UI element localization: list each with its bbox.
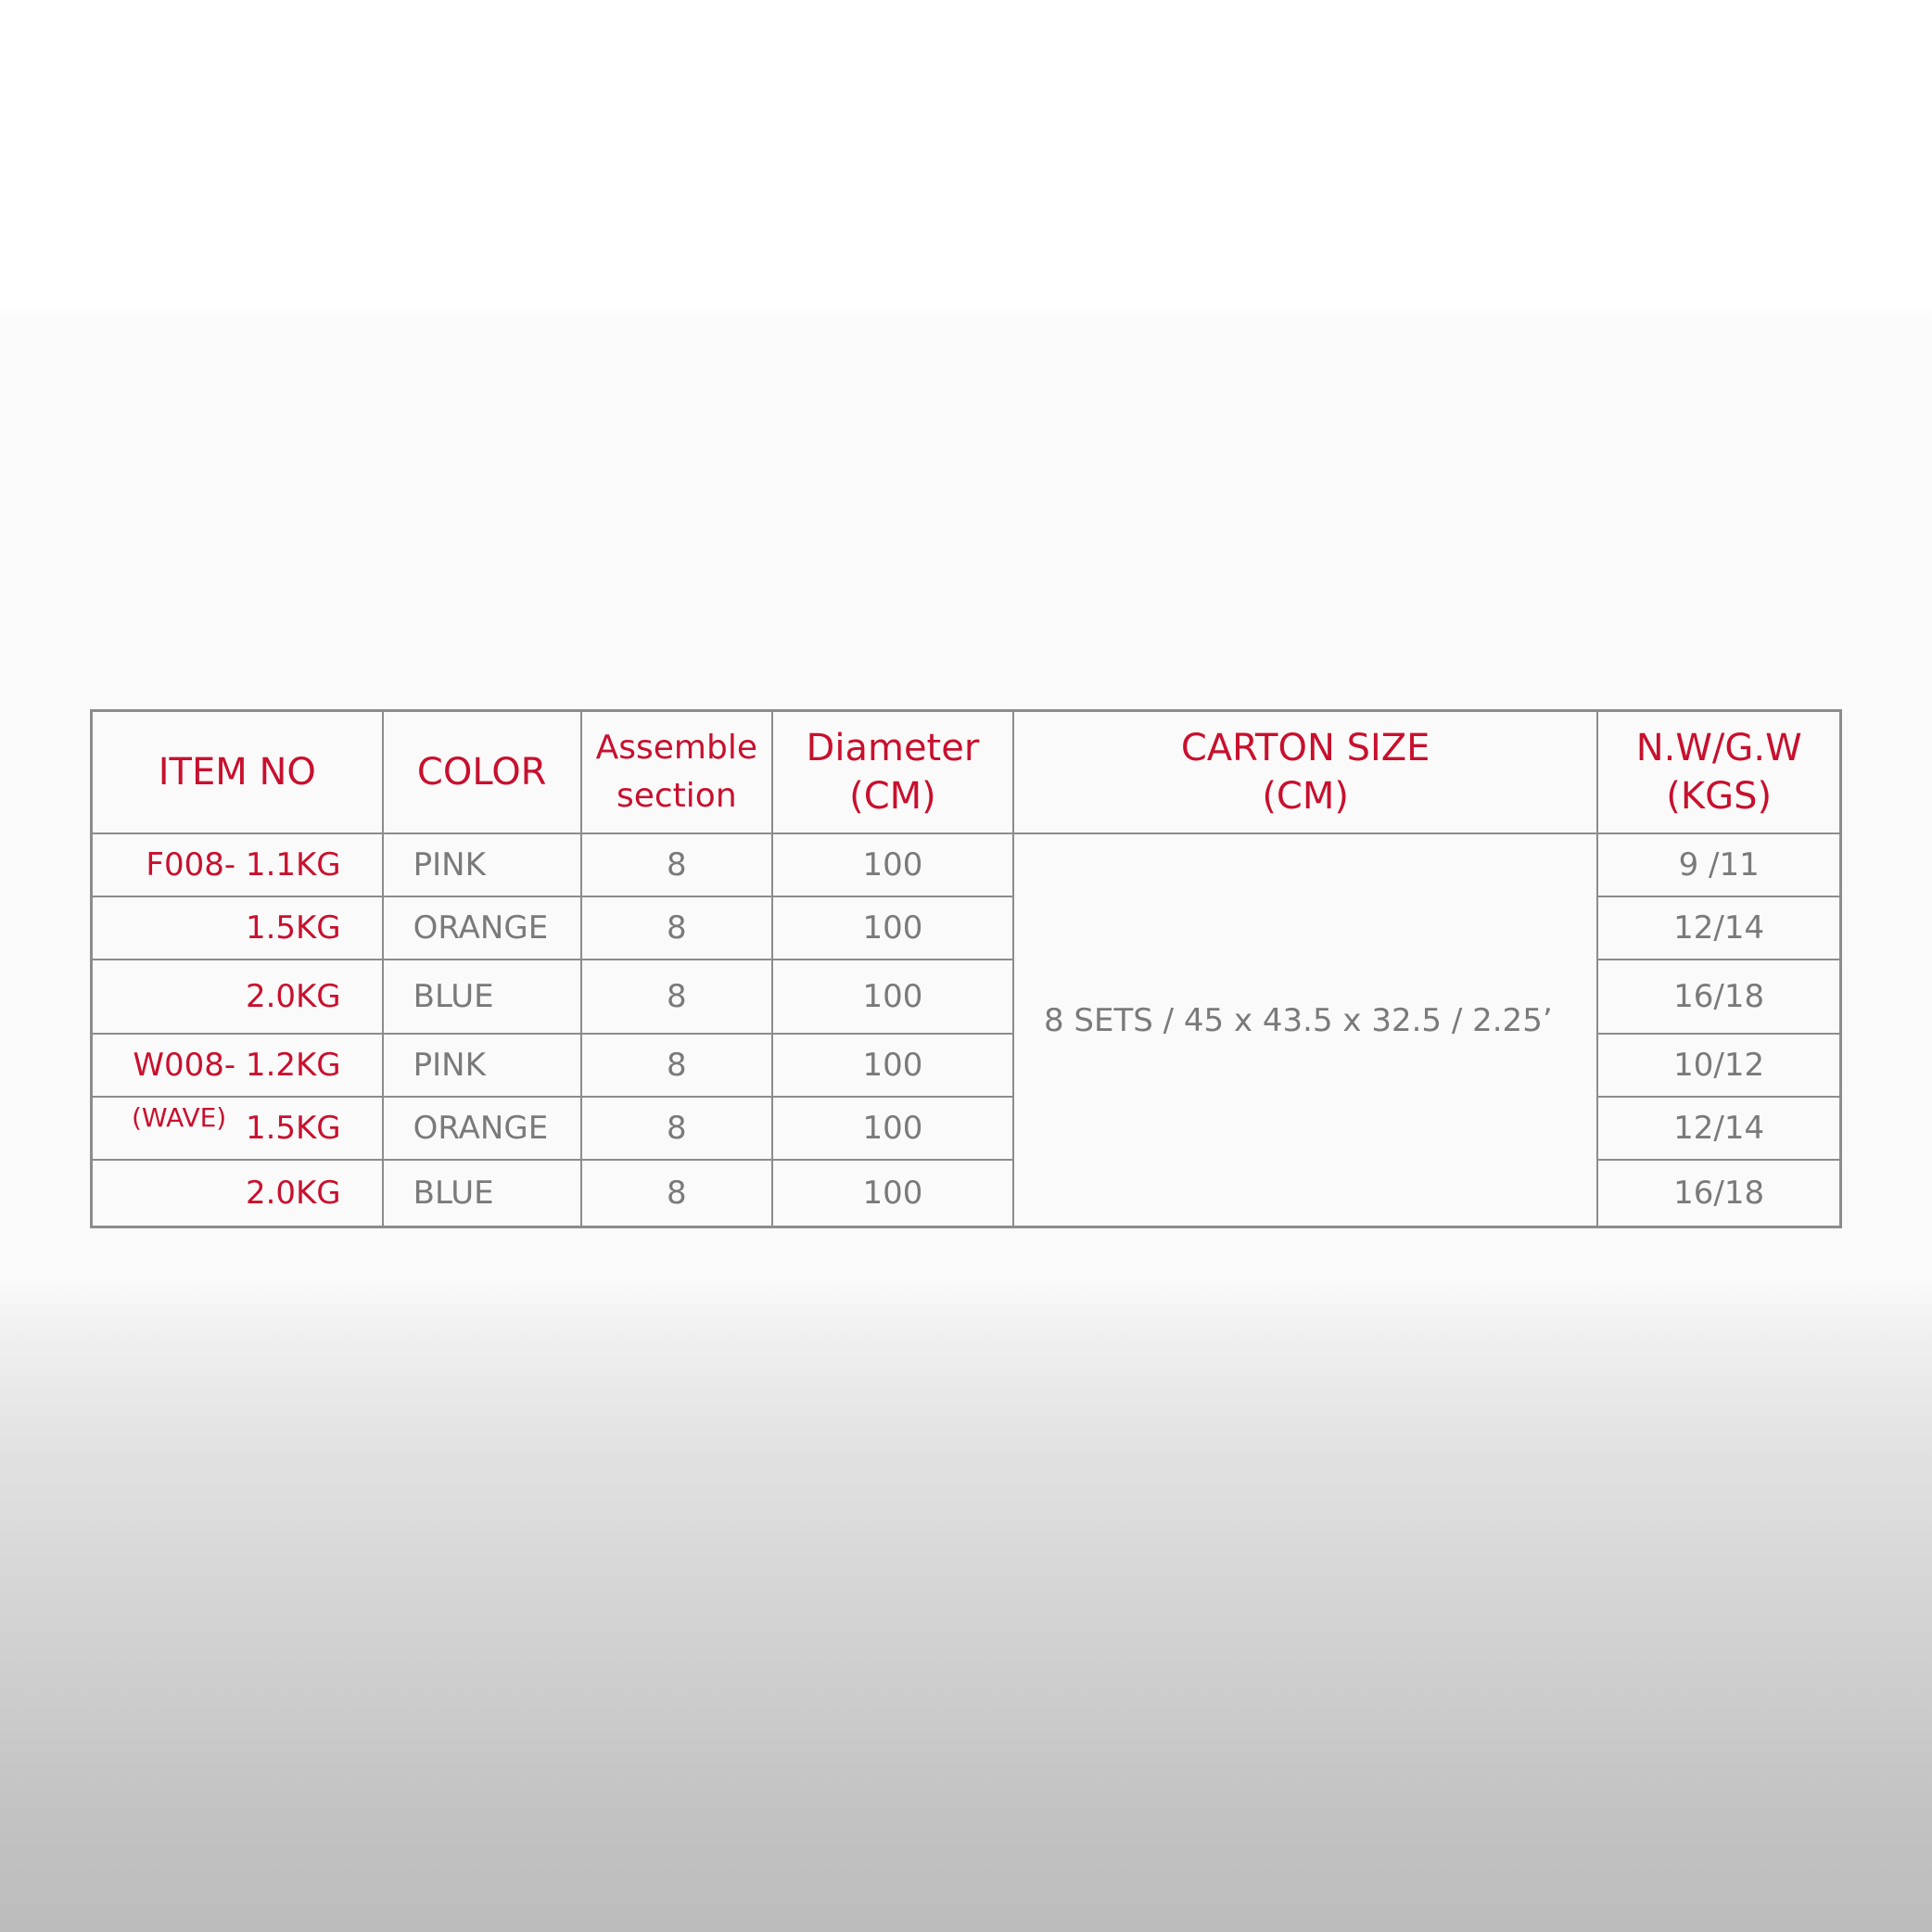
diameter-cell: 100 xyxy=(772,1034,1013,1097)
assemble-cell: 8 xyxy=(581,896,772,960)
header-assemble-section: Assemble section xyxy=(581,711,772,834)
spec-table xyxy=(90,709,1842,1228)
color-cell: ORANGE xyxy=(383,1097,581,1160)
wave-label: (WAVE) xyxy=(132,1102,227,1133)
header-color: COLOR xyxy=(383,711,581,834)
diameter-cell: 100 xyxy=(772,1160,1013,1227)
header-row xyxy=(92,711,1841,834)
item-no-cell: 2.0KG xyxy=(92,960,383,1034)
carton-size-cell: 8 SETS / 45 x 43.5 x 32.5 / 2.25’ xyxy=(1013,833,1597,1227)
color-cell: ORANGE xyxy=(383,896,581,960)
item-no-cell: 2.0KG xyxy=(92,1160,383,1227)
weight-cell: 16/18 xyxy=(1597,1160,1840,1227)
diameter-cell: 100 xyxy=(772,833,1013,896)
weight-cell: 12/14 xyxy=(1597,896,1840,960)
assemble-cell: 8 xyxy=(581,1097,772,1160)
assemble-cell: 8 xyxy=(581,1034,772,1097)
assemble-cell: 8 xyxy=(581,833,772,896)
color-cell: PINK xyxy=(383,833,581,896)
diameter-cell: 100 xyxy=(772,960,1013,1034)
diameter-cell: 100 xyxy=(772,896,1013,960)
header-weight: N.W/G.W (KGS) xyxy=(1597,711,1840,834)
assemble-cell: 8 xyxy=(581,960,772,1034)
header-diameter: Diameter (CM) xyxy=(772,711,1013,834)
diameter-cell: 100 xyxy=(772,1097,1013,1160)
item-no-cell: 1.5KG xyxy=(92,896,383,960)
header-carton-size: CARTON SIZE (CM) xyxy=(1013,711,1597,834)
color-cell: PINK xyxy=(383,1034,581,1097)
item-no-text: W008- 1.2KG xyxy=(133,1047,341,1084)
item-no-cell: 1.5KG xyxy=(92,1097,383,1160)
weight-cell: 10/12 xyxy=(1597,1034,1840,1097)
weight-cell: 12/14 xyxy=(1597,1097,1840,1160)
color-cell: BLUE xyxy=(383,1160,581,1227)
weight-cell: 16/18 xyxy=(1597,960,1840,1034)
assemble-cell: 8 xyxy=(581,1160,772,1227)
item-no-cell: F008- 1.1KG xyxy=(92,833,383,896)
header-item-no: ITEM NO xyxy=(92,711,383,834)
table-row xyxy=(92,833,1841,896)
color-cell: BLUE xyxy=(383,960,581,1034)
weight-cell: 9 /11 xyxy=(1597,833,1840,896)
